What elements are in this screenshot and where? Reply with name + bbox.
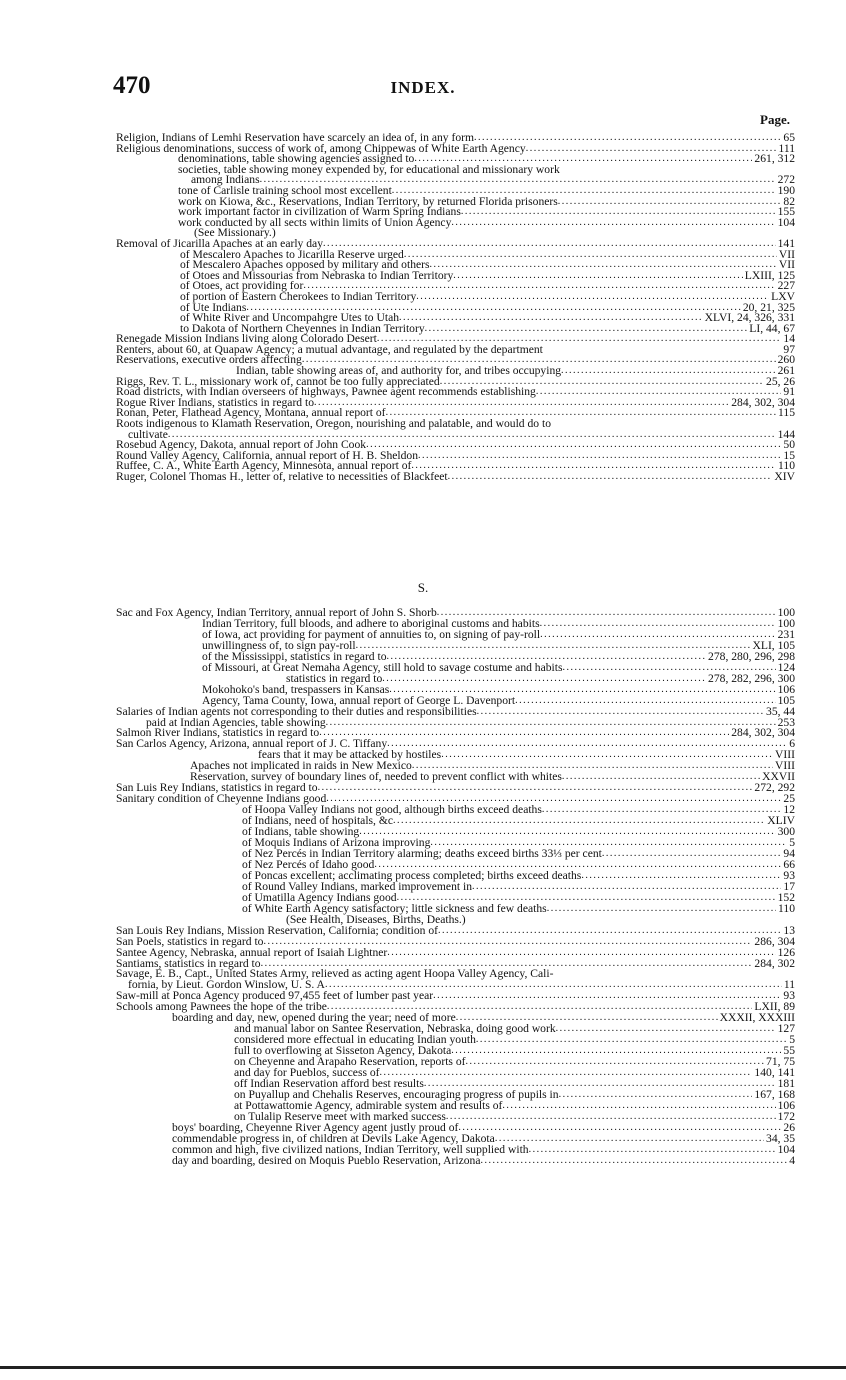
entry-page: 181 [777, 1076, 795, 1090]
entry-page: 272 [777, 173, 795, 187]
entry-text: of White River and Uncompahgre Utes to Utah [180, 311, 400, 325]
entry-text: Ronan, Peter, Flathead Agency, Montana, annual report of [116, 406, 386, 420]
entry-page: 97 [783, 342, 795, 356]
leader-dots [502, 1101, 775, 1112]
entry-page: 261, 312 [754, 152, 795, 166]
index-entry [116, 805, 795, 816]
index-entry [116, 1035, 795, 1046]
entry-text: to Dakota of Northern Cheyennes in Indian Territory [180, 321, 425, 335]
entry-text: Indian Territory, full bloods, and adhere to aboriginal customs and habits [202, 616, 540, 630]
leader-dots [438, 926, 781, 937]
entry-text: Ruger, Colonel Thomas H., letter of, relative to necessities of Blackfeet [116, 470, 448, 483]
entry-text: Riggs, Rev. T. L., missionary work of, cannot be too fully appreciated [116, 374, 440, 388]
entry-text: and day for Pueblos, success of [234, 1066, 380, 1080]
entry-text: work conducted by all sects within limits of Union Agency [178, 215, 452, 229]
entry-text: of the Mississippi, statistics in regard to [202, 649, 387, 663]
leader-dots [553, 969, 793, 980]
index-entry [116, 827, 795, 838]
entry-text: of Moquis Indians of Arizona improving [242, 836, 431, 850]
leader-dots [560, 165, 793, 176]
entry-text: Indian, table showing areas of, and authority for, and tribes occupying [236, 364, 562, 378]
leader-dots [547, 904, 776, 915]
entry-text: common and high, five civilized nations, Indian Territory, well supplied with [172, 1142, 529, 1156]
index-entry [116, 879, 795, 893]
entry-page: 167, 168 [754, 1087, 795, 1101]
entry-page: 105 [777, 693, 795, 707]
entry-text: of Hoopa Valley Indians not good, although births exceed deaths [242, 803, 542, 817]
entry-text: Sanitary condition of Cheyenne Indians good [116, 792, 327, 806]
entry-text: denominations, table showing agencies assigned to [178, 152, 415, 166]
entry-text: among Indians [191, 173, 260, 187]
entry-page: VIII [775, 759, 795, 773]
index-entry [116, 846, 795, 860]
entry-text: societies, table showing money expended by, for educational and missionary work [178, 162, 560, 176]
entry-text: of portion of Eastern Cherokees to Indian Territory [180, 289, 417, 303]
leader-dots [276, 228, 793, 239]
entry-text: Religion, Indians of Lemhi Reservation have scarcely an idea of, in any form [116, 131, 475, 144]
entry-page: LI, 44, 67 [749, 321, 795, 335]
leader-dots [465, 1057, 764, 1068]
leader-dots [382, 674, 706, 685]
entry-text: Removal of Jicarilla Apaches at an early day [116, 236, 323, 250]
entry-text: cultivate [128, 427, 168, 441]
leader-dots [446, 1112, 776, 1123]
leader-dots [356, 641, 751, 652]
entry-page: 231 [777, 627, 795, 641]
entry-text: Santiams, statistics in regard to [116, 956, 261, 970]
leader-dots [581, 871, 781, 882]
entry-page: 55 [783, 1044, 795, 1058]
entry-text: Salmon River Indians, statistics in regard to [116, 726, 320, 740]
entry-text: Reservation, survey of boundary lines of, needed to prevent conflict with whites [190, 770, 562, 784]
leader-dots [480, 1156, 787, 1167]
entry-page: 104 [777, 215, 795, 229]
entry-page: 12 [783, 803, 795, 817]
entry-page: LXIII, 125 [744, 268, 795, 282]
entry-text: Road districts, with Indian overseers of highways, Pawnee agent recommends establishing [116, 385, 536, 399]
leader-dots [602, 849, 782, 860]
entry-page: XLIV [767, 814, 795, 828]
entry-text: of Mescalero Apaches opposed by military and others [180, 258, 430, 272]
entry-page: 140, 141 [754, 1066, 795, 1080]
entry-page: 20, 21, 325 [742, 300, 795, 314]
leader-dots [559, 1090, 753, 1101]
leader-dots [380, 1068, 753, 1079]
entry-text: Agency, Tama County, Iowa, annual report of George L. Davenport [202, 693, 516, 707]
entry-page: 50 [783, 438, 795, 452]
index-block-r [116, 133, 795, 483]
leader-dots [466, 915, 793, 926]
entry-page: 100 [777, 616, 795, 630]
entry-text: at Pottawattomie Agency, admirable system and results of [234, 1098, 503, 1112]
entry-page: 110 [778, 459, 795, 473]
entry-page: 104 [777, 1142, 795, 1156]
entry-page: 91 [783, 385, 795, 399]
entry-text: Santee Agency, Nebraska, annual report of Isaiah Lightner [116, 945, 388, 959]
entry-page: 300 [777, 825, 795, 839]
entry-page: 126 [777, 945, 795, 959]
entry-page: 35, 44 [766, 704, 795, 718]
entry-page: 124 [777, 660, 795, 674]
leader-dots [495, 1134, 764, 1145]
entry-page: XLVI, 24, 326, 331 [704, 311, 795, 325]
entry-page: 260 [777, 353, 795, 367]
entry-page: 5 [789, 836, 795, 850]
entry-page: XIV [774, 470, 795, 483]
entry-text: Rosebud Agency, Dakota, annual report of John Cook [116, 438, 367, 452]
leader-dots [318, 783, 753, 794]
entry-page: 93 [783, 989, 795, 1003]
entry-text: on Cheyenne and Arapaho Reservation, reports of [234, 1055, 466, 1069]
entry-page: 25 [783, 792, 795, 806]
entry-text: of Otoes and Missourias from Nebraska to Indian Territory [180, 268, 454, 282]
index-block-s [116, 608, 795, 1167]
entry-text: Schools among Pawnees the hope of the tribe [116, 1000, 327, 1014]
entry-page: 115 [778, 406, 795, 420]
entry-page: 106 [777, 682, 795, 696]
entry-text: on Puyallup and Chehalis Reserves, encouraging progress of pupils in [234, 1087, 559, 1101]
entry-text: boys' boarding, Cheyenne River Agency agent justly proud of [172, 1120, 459, 1134]
entry-text: of Nez Percés in Indian Territory alarming; deaths exceed births 33⅓ per cent [242, 846, 602, 860]
entry-page: 278, 280, 296, 298 [708, 649, 795, 663]
entry-page: XXXII, XXXIII [719, 1011, 795, 1025]
index-entry [116, 660, 795, 674]
entry-page: 5 [789, 1033, 795, 1047]
entry-page: VII [778, 258, 795, 272]
entry-text: Religious denominations, success of work of, among Chippewas of White Earth Agency [116, 141, 526, 155]
index-entry [116, 1098, 795, 1112]
leader-dots [441, 750, 773, 761]
leader-dots [562, 772, 760, 783]
entry-page: 106 [777, 1098, 795, 1112]
entry-text: Savage, E. B., Capt., United States Army, relieved as acting agent Hoopa Valley Agency, Cali- [116, 967, 554, 981]
entry-text: work important factor in civilization of Warm Spring Indians [178, 205, 461, 219]
entry-page: 284, 302, 304 [731, 726, 795, 740]
leader-dots [526, 144, 777, 155]
entry-text: of Round Valley Indians, marked improvement in [242, 879, 473, 893]
index-entry [116, 472, 795, 483]
entry-text: of Missouri, at Great Nemaha Agency, still hold to savage costume and habits [202, 660, 563, 674]
leader-dots [411, 461, 776, 472]
entry-text: off Indian Reservation afford best results [234, 1076, 424, 1090]
entry-page: 66 [783, 857, 795, 871]
leader-dots [387, 948, 775, 959]
entry-page: 94 [783, 846, 795, 860]
leader-dots [393, 816, 765, 827]
entry-page: 152 [777, 890, 795, 904]
entry-page: 278, 282, 296, 300 [708, 671, 795, 685]
entry-page: 14 [783, 332, 795, 346]
entry-text: of Otoes, act providing for [180, 279, 304, 293]
index-entry [116, 1153, 795, 1167]
index-entry [116, 419, 795, 430]
entry-page: 11 [783, 978, 795, 992]
entry-text: Sac and Fox Agency, Indian Territory, annual report of John S. Shorb [116, 606, 437, 619]
entry-page: XXVII [762, 770, 795, 784]
leader-dots [556, 1024, 776, 1035]
entry-text: on Tulalip Reserve meet with marked success [234, 1109, 446, 1123]
leader-dots [416, 292, 769, 303]
entry-text: San Louis Rey Indians, Mission Reservation, California; condition of [116, 923, 439, 937]
entry-text: of White Earth Agency satisfactory; little sickness and few deaths [242, 901, 547, 915]
entry-text: tone of Carlisle training school most excellent [178, 183, 392, 197]
entry-text: day and boarding, desired on Moquis Pueblo Reservation, Arizona [172, 1153, 481, 1167]
entry-page: VIII [775, 748, 795, 762]
leader-dots [399, 313, 703, 324]
leader-dots [326, 718, 776, 729]
index-entry [116, 739, 795, 750]
entry-page: 25, 26 [766, 374, 795, 388]
entry-page: 141 [777, 236, 795, 250]
leader-dots [542, 805, 782, 816]
entry-text: of Ute Indians [180, 300, 247, 314]
entry-page: LXII, 89 [754, 1000, 795, 1014]
entry-text: of Indians, table showing [242, 825, 360, 839]
entry-text: Salaries of Indian agents not corresponding to their duties and responsibilities [116, 704, 477, 718]
leader-dots [561, 366, 776, 377]
leader-dots [543, 345, 782, 356]
entry-page: 13 [783, 923, 795, 937]
index-entry [116, 1057, 795, 1068]
entry-text: Reservations, executive orders affecting [116, 353, 302, 367]
entry-page: 15 [783, 448, 795, 462]
entry-text: paid at Indian Agencies, table showing [146, 715, 326, 729]
leader-dots [558, 197, 782, 208]
entry-text: fornia, by Lieut. Gordon Winslow, U. S. A [128, 978, 325, 992]
entry-text: of Nez Percés of Idaho good [242, 857, 375, 871]
entry-text: San Carlos Agency, Arizona, annual report of J. C. Tiffany [116, 737, 388, 751]
leader-dots [366, 440, 781, 451]
entry-page: 172 [777, 1109, 795, 1123]
entry-page: 261 [777, 364, 795, 378]
leader-dots [476, 1035, 787, 1046]
entry-text: statistics in regard to [286, 671, 383, 685]
entry-text: Rogue River Indians, statistics in regard to [116, 395, 315, 409]
leader-dots [472, 882, 781, 893]
leader-dots [404, 250, 777, 261]
index-entry [116, 816, 795, 827]
entry-text: Saw-mill at Ponca Agency produced 97,455 feet of lumber past year [116, 989, 434, 1003]
leader-dots [448, 472, 773, 483]
entry-text: of Umatilla Agency Indians good [242, 890, 397, 904]
entry-text: San Luis Rey Indians, statistics in regard to [116, 781, 318, 795]
entry-page: 6 [789, 737, 795, 751]
entry-page: 190 [777, 183, 795, 197]
leader-dots [418, 451, 781, 462]
entry-text: (See Health, Diseases, Births, Deaths.) [286, 912, 466, 926]
entry-page: 65 [783, 131, 795, 144]
entry-page: 26 [783, 1120, 795, 1134]
leader-dots [515, 696, 776, 707]
leader-dots [425, 324, 748, 335]
page-header [0, 72, 846, 106]
entry-text: Renegade Mission Indians living along Colorado Desert [116, 332, 377, 346]
entry-page: 227 [777, 279, 795, 293]
leader-dots [451, 218, 775, 229]
entry-page: LXV [771, 289, 795, 303]
entry-page: 286, 304 [754, 934, 795, 948]
leader-dots [540, 630, 776, 641]
entry-page: VII [778, 247, 795, 261]
leader-dots [453, 271, 742, 282]
entry-page: 17 [783, 879, 795, 893]
entry-page: 82 [783, 194, 795, 208]
entry-text: commendable progress in, of children at Devils Lake Agency, Dakota [172, 1131, 495, 1145]
leader-dots [387, 739, 787, 750]
scan-border [0, 1366, 846, 1369]
entry-text: (See Missionary.) [194, 226, 276, 240]
entry-text: of Indians, need of hospitals, &c [242, 814, 394, 828]
entry-page: 284, 302 [754, 956, 795, 970]
entry-text: San Poels, statistics in regard to [116, 934, 264, 948]
entry-page: 144 [777, 427, 795, 441]
entry-text: Apaches not implicated in raids in New Mexico [190, 759, 412, 773]
leader-dots [458, 1123, 781, 1134]
entry-page: 110 [778, 901, 795, 915]
entry-text: fears that it may be attacked by hostiles [258, 748, 442, 762]
entry-page: 93 [783, 868, 795, 882]
entry-page: 253 [777, 715, 795, 729]
page-number: 470 [113, 72, 151, 99]
page-column-label: Page. [760, 112, 790, 127]
entry-page: 272, 292 [754, 781, 795, 795]
leader-dots [551, 419, 793, 430]
entry-page: 4 [789, 1153, 795, 1167]
leader-dots [540, 619, 776, 630]
leader-dots [529, 1145, 776, 1156]
entry-text: work on Kiowa, &c., Reservations, Indian Territory, by returned Florida prisoners [178, 194, 558, 208]
entry-text: boarding and day, new, opened during the year; need of more [172, 1011, 456, 1025]
leader-dots [433, 991, 781, 1002]
entry-text: unwillingness of, to sign pay-roll [202, 638, 356, 652]
entry-text: Roots indigenous to Klamath Reservation, Oregon, nourishing and palatable, and would do to [116, 417, 552, 431]
entry-text: of Poncas excellent; acclimating process completed; births exceed deaths [242, 868, 582, 882]
entry-page: 127 [777, 1022, 795, 1036]
leader-dots [477, 707, 764, 718]
entry-page: XLI, 105 [752, 638, 795, 652]
entry-page: 155 [777, 205, 795, 219]
section-letter: S. [417, 580, 429, 595]
entry-text: full to overflowing at Sisseton Agency, Dakota [234, 1044, 452, 1058]
entry-page: 284, 302, 304 [731, 395, 795, 409]
entry-page: 71, 75 [766, 1055, 795, 1069]
leader-dots [461, 207, 776, 218]
leader-dots [451, 1046, 781, 1057]
entry-page: 111 [778, 141, 795, 155]
page-title: INDEX. [390, 78, 456, 97]
entry-page: 34, 35 [766, 1131, 795, 1145]
entry-text: and manual labor on Santee Reservation, Nebraska, doing good work [234, 1022, 556, 1036]
entry-text: Renters, about 60, at Quapaw Agency; a mutual advantage, and regulated by the department [116, 342, 543, 356]
entry-text: Mokohoko's band, trespassers in Kansas [202, 682, 390, 696]
leader-dots [430, 260, 777, 271]
entry-text: Round Valley Agency, California, annual report of H. B. Sheldon [116, 448, 419, 462]
index-entry [116, 1068, 795, 1079]
entry-text: of Iowa, act providing for payment of annuities to, on signing of pay-roll [202, 627, 541, 641]
entry-page: 100 [777, 606, 795, 619]
entry-text: Ruffee, C. A., White Earth Agency, Minnesota, annual report of [116, 459, 412, 473]
entry-text: considered more effectual in educating Indian youth [234, 1033, 476, 1047]
entry-text: of Mescalero Apaches to Jicarilla Reserve urged [180, 247, 404, 261]
